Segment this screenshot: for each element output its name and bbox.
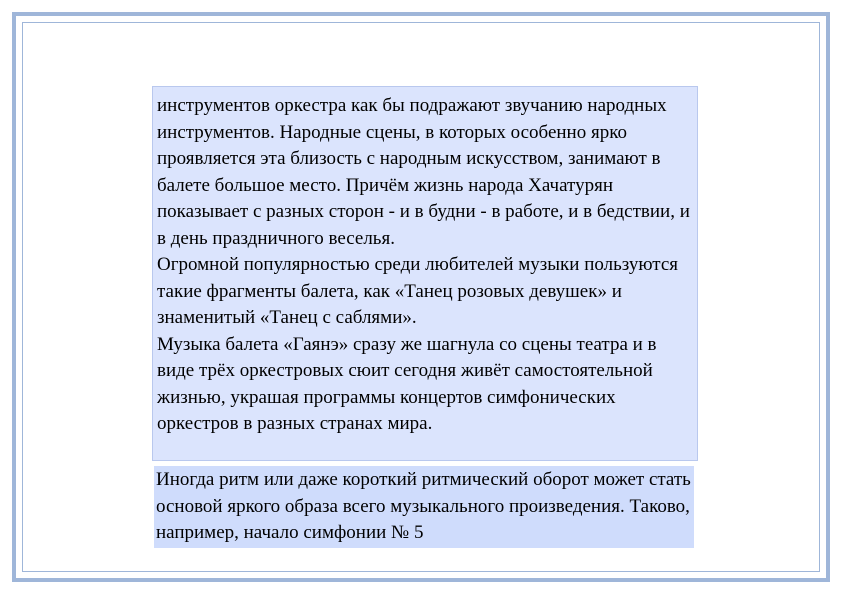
main-text-box <box>152 86 698 461</box>
main-text-paragraph-1: инструментов оркестра как бы подражают звучанию народных инструментов. Народные сцены, в которых особенно ярко проявляется эта близость с народным искусством, занимают в балете большое место. Причём жизнь народа Хачатурян показывает с разных сторон - и в будни - в работе, и в бедствии, и в день праздничного веселья. <box>157 95 690 249</box>
highlight-text-paragraph: Иногда ритм или даже короткий ритмический оборот может стать основой яркого образа всего музыкального произведения. Таково, например, начало симфонии № 5 <box>156 469 691 543</box>
main-text-paragraph-2: Огромной популярностью среди любителей музыки пользуются такие фрагменты балета, как «Танец розовых девушек» и знаменитый «Танец с саблями». <box>157 254 679 328</box>
main-text-paragraph-3: Музыка балета «Гаянэ» сразу же шагнула со сцены театра и в виде трёх оркестровых сюит сегодня живёт самостоятельной жизнью, украшая программы концертов симфонических оркестров в разных странах мира. <box>157 333 657 434</box>
highlight-text-box <box>154 466 694 548</box>
